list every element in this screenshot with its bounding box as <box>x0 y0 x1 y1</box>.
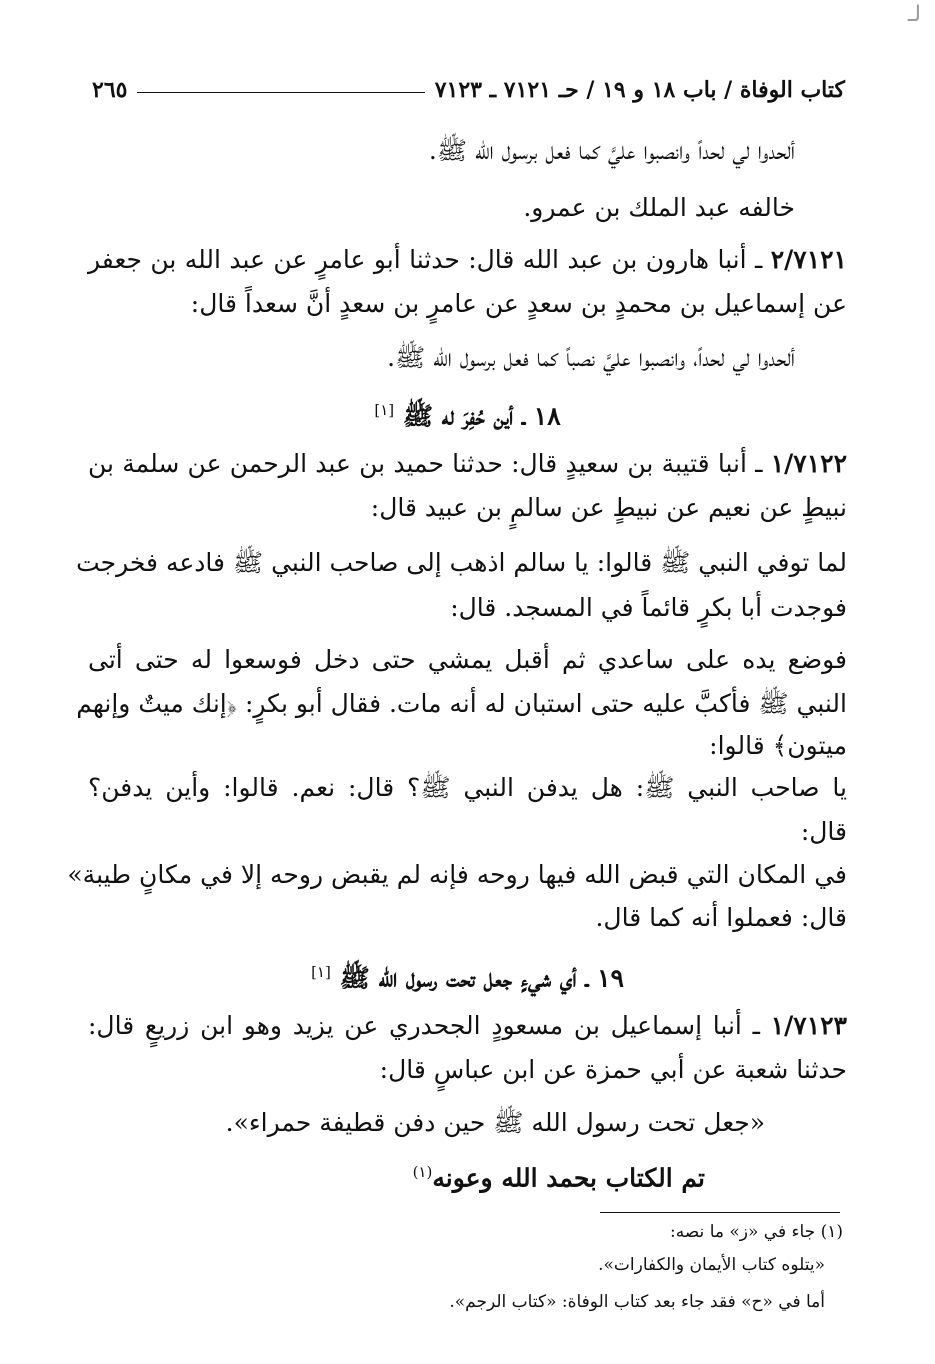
text-line: عن إسماعيل بن محمدٍ بن سعدٍ عن عامرٍ بن سعدٍ أنَّ سعداً قال: <box>190 289 847 318</box>
text-line: فوضع يده على ساعدي ثم أقبل يمشي حتى دخل فوسعوا له حتى أتى <box>88 645 847 674</box>
text-line: قال: <box>800 817 847 846</box>
text-line: خالفه عبد الملك بن عمرو. <box>523 193 795 222</box>
text-line: فوجدت أبا بكرٍ قائماً في المسجد. قال: <box>450 593 847 622</box>
hadith-text: ـ أنبا هارون بن عبد الله قال: حدثنا أبو عامرٍ عن عبد الله بن جعفر <box>88 245 763 274</box>
text-line: قال: فعملوا أنه كما قال. <box>595 903 847 932</box>
header-rule <box>137 92 424 93</box>
hadith-line <box>88 240 847 280</box>
text-line: «جعل تحت رسول الله ﷺ حين دفن قطيفة حمراء». <box>225 1108 765 1137</box>
page-number: ٢٦٥ <box>92 77 128 103</box>
footnote-line: «يتلوه كتاب الأيمان والكفارات». <box>598 1255 825 1275</box>
section-title: ١٨ ـ أين حُفِرَ له ﷺ <box>402 401 561 431</box>
hadith-number: ١/٧١٢٣ <box>770 1011 847 1040</box>
footnote-line: (١) جاء في «ز» ما نصه: <box>669 1222 843 1242</box>
text-line: ألحدوا لي لحداً، وانصبوا عليَّ نصباً كما فعل برسول الله ﷺ. <box>387 343 795 372</box>
corner-handwritten-mark: ﻟـ <box>907 2 921 27</box>
text-line: النبي ﷺ فأكبَّ عليه حتى استبان له أنه مات. فقال أبو بكرٍ: ﴿إنك ميتٌ وإنهم <box>76 689 847 718</box>
closing-line <box>413 1152 705 1198</box>
footnote-marker: [١] <box>311 963 331 981</box>
hadith-text: ـ أنبا قتيبة بن سعيدٍ قال: حدثنا حميد بن عبد الرحمن عن سلمة بن <box>88 449 763 478</box>
text-line: في المكان التي قبض الله فيها روحه فإنه لم يقبض روحه إلا في مكانٍ طيبة» <box>67 860 847 889</box>
section-heading-18 <box>0 390 935 436</box>
running-header <box>92 70 845 110</box>
hadith-line <box>88 1006 847 1046</box>
section-heading-19 <box>0 952 935 998</box>
text-line: نبيطٍ عن نعيم عن نبيطٍ عن سالمٍ بن عبيد قال: <box>370 493 847 522</box>
footnote-marker: (١) <box>412 1163 433 1181</box>
hadith-number: ٢/٧١٢١ <box>770 245 847 274</box>
footnote-marker: [١] <box>374 401 395 419</box>
text-line: يا صاحب النبي ﷺ: هل يدفن النبي ﷺ؟ قال: نعم. قالوا: وأين يدفن؟ <box>88 773 847 802</box>
text-line: لما توفي النبي ﷺ قالوا: يا سالم اذهب إلى صاحب النبي ﷺ فادعه فخرجت <box>76 548 847 577</box>
footnote-line: أما في «ح» فقد جاء بعد كتاب الوفاة: «كتاب الرجم». <box>449 1292 825 1312</box>
footnote-rule <box>600 1212 840 1213</box>
text-line: حدثنا شعبة عن أبي حمزة عن ابن عباسٍ قال: <box>379 1055 847 1084</box>
text-line: ميتون﴾ قالوا: <box>709 731 847 760</box>
header-title: كتاب الوفاة / باب ١٨ و ١٩ / حـ ٧١٢١ ـ ٧١٢٣ <box>434 77 845 103</box>
section-title: ١٩ ـ أي شيءٍ جعل تحت رسول الله ﷺ <box>339 963 624 993</box>
hadith-line <box>88 444 847 484</box>
text-line: ألحدوا لي لحداً وانصبوا عليَّ كما فعل برسول الله ﷺ. <box>428 136 795 165</box>
hadith-number: ١/٧١٢٢ <box>770 449 848 478</box>
hadith-text: ـ أنبا إسماعيل بن مسعودٍ الجحدري عن يزيد وهو ابن زريعٍ قال: <box>88 1011 760 1040</box>
closing-text: تم الكتاب بحمد الله وعونه <box>432 1163 705 1193</box>
